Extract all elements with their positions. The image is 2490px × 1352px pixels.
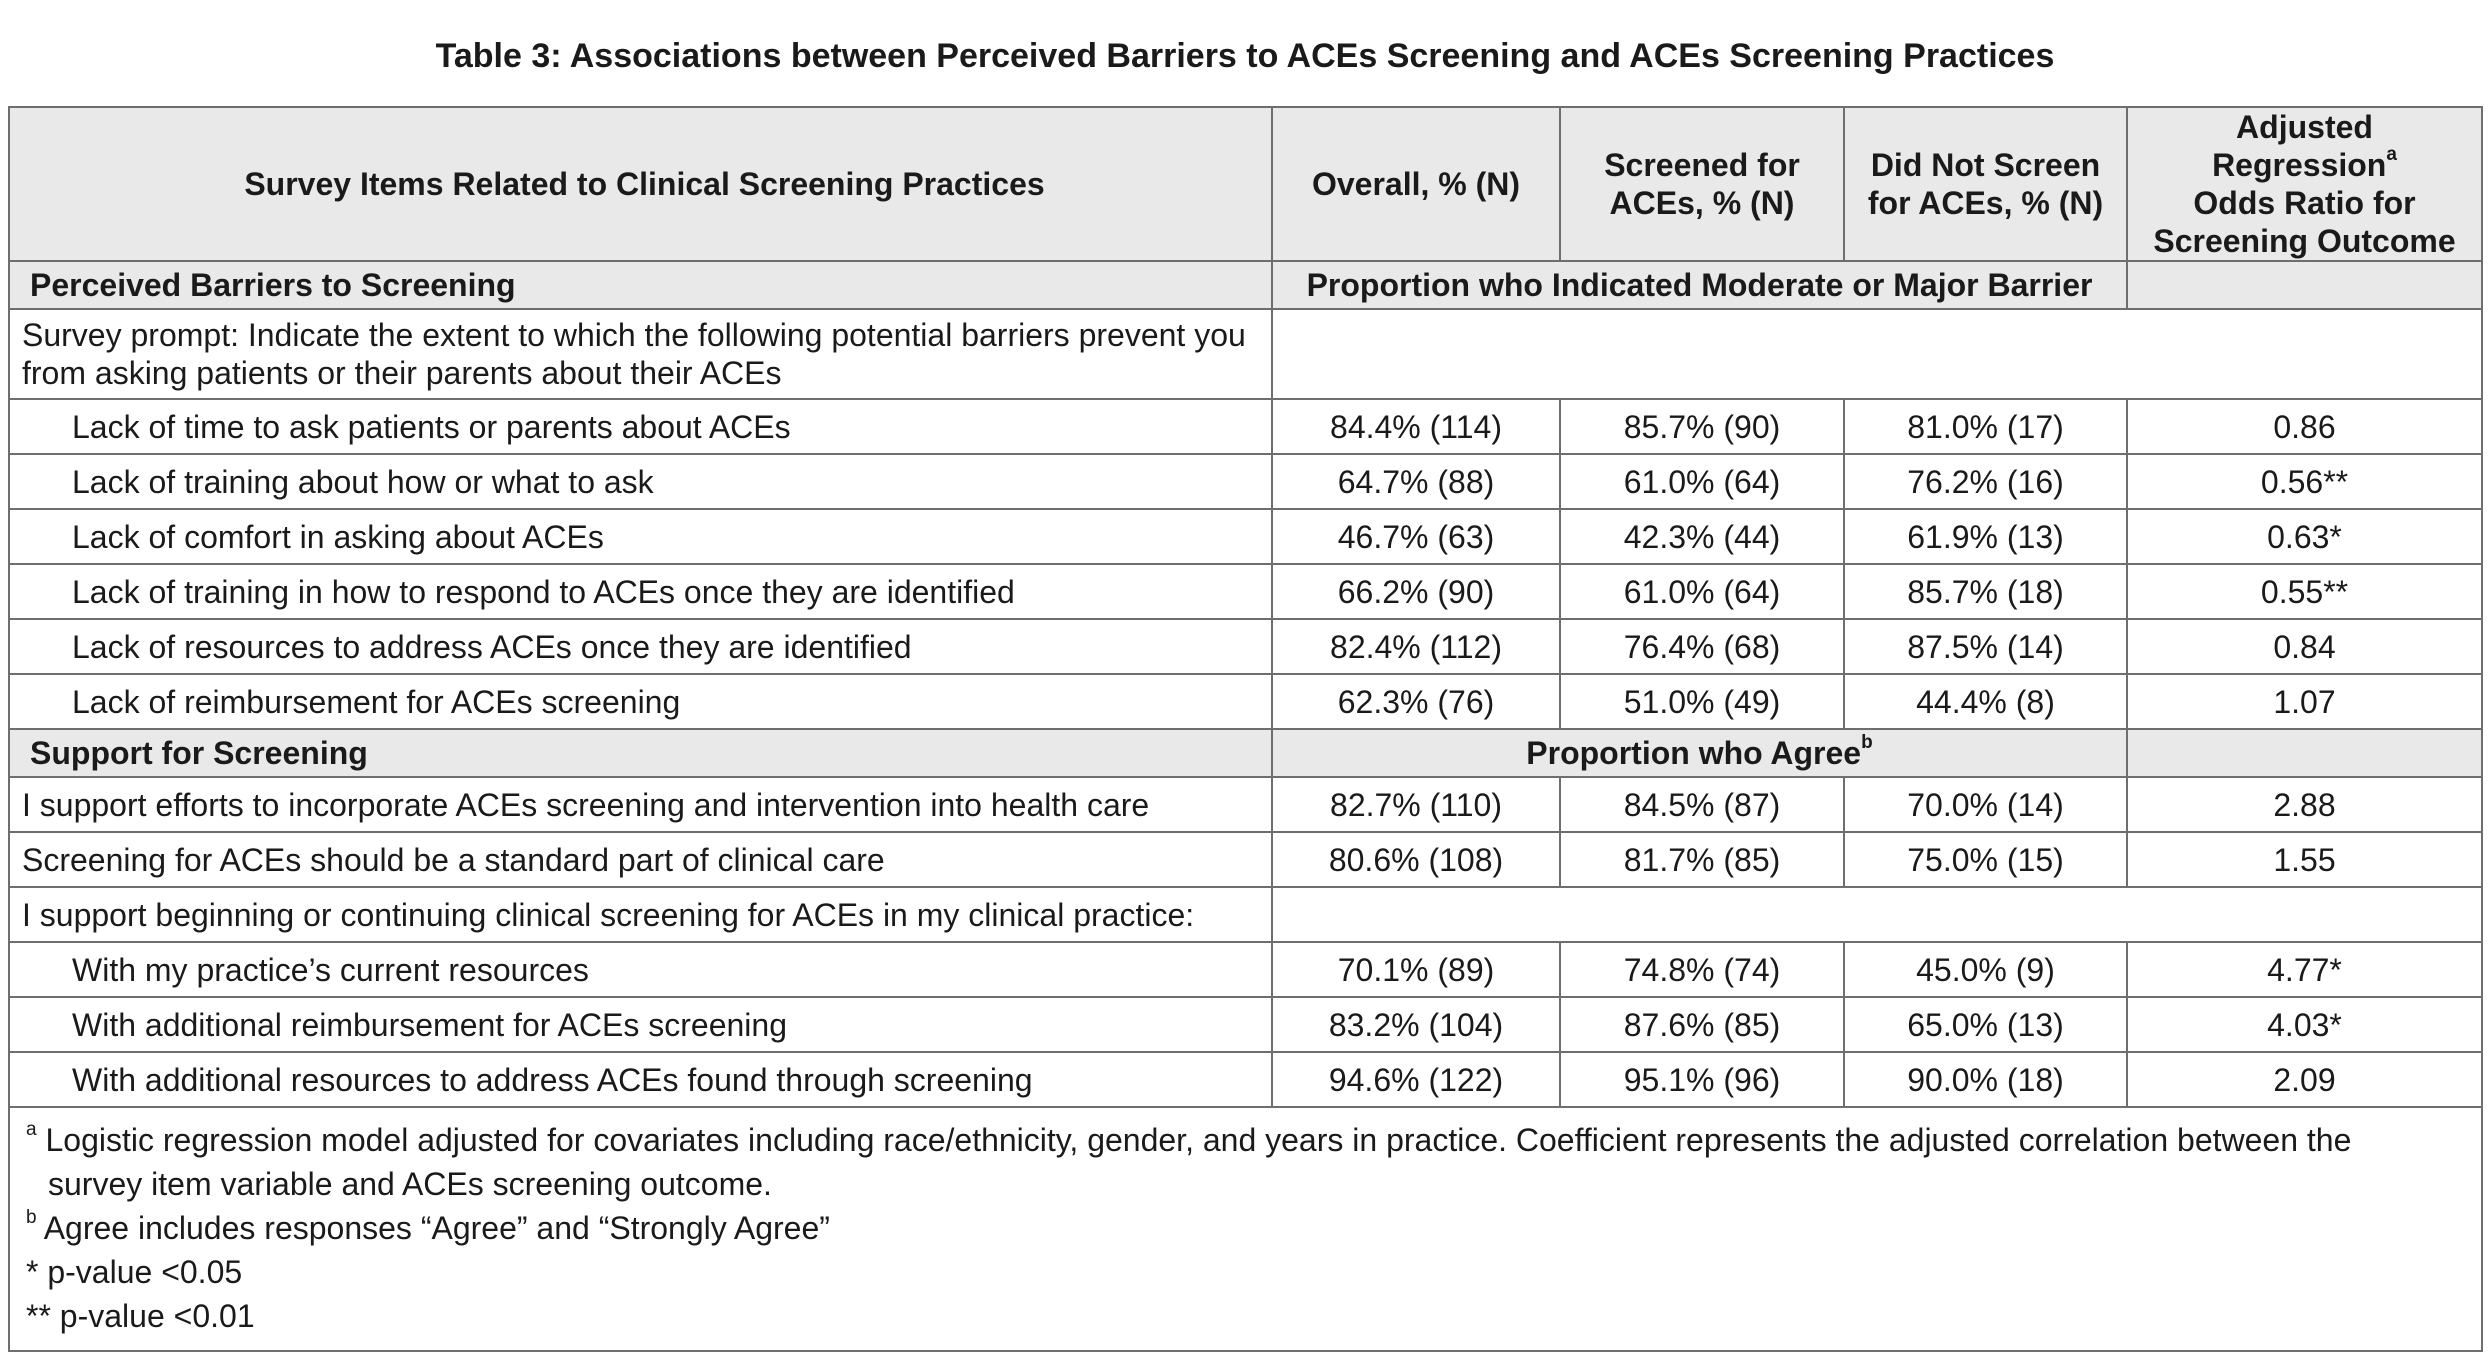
row-overall-value: 84.4% (114) — [1272, 399, 1560, 454]
table-row — [9, 619, 2482, 674]
footnote-a-marker: a — [26, 1119, 37, 1141]
section-description: Proportion who Indicated Moderate or Major Barrier — [1272, 261, 2127, 309]
header-row — [9, 107, 2482, 261]
row-odds-ratio-value: 0.86 — [2127, 399, 2482, 454]
empty-cell — [1272, 887, 2482, 942]
row-overall-value: 62.3% (76) — [1272, 674, 1560, 729]
row-odds-ratio-value: 0.55** — [2127, 564, 2482, 619]
row-screened-value: 61.0% (64) — [1560, 564, 1844, 619]
section-description-text: Proportion who Agree — [1526, 735, 1862, 771]
row-screened-value: 85.7% (90) — [1560, 399, 1844, 454]
row-overall-value: 82.7% (110) — [1272, 777, 1560, 832]
row-screened-value: 84.5% (87) — [1560, 777, 1844, 832]
footnote-b — [26, 1206, 2469, 1250]
table-row — [9, 1052, 2482, 1107]
section-row-support — [9, 729, 2482, 777]
row-screened-value: 95.1% (96) — [1560, 1052, 1844, 1107]
section-row-barriers — [9, 261, 2482, 309]
header-not-screened: Did Not Screen for ACEs, % (N) — [1844, 107, 2127, 261]
table-row — [9, 997, 2482, 1052]
row-not-screened-value: 44.4% (8) — [1844, 674, 2127, 729]
row-screened-value: 76.4% (68) — [1560, 619, 1844, 674]
row-odds-ratio-value: 2.88 — [2127, 777, 2482, 832]
row-not-screened-value: 75.0% (15) — [1844, 832, 2127, 887]
row-item-label: With additional resources to address ACEs found through screening — [9, 1052, 1272, 1107]
row-item-label: With additional reimbursement for ACEs screening — [9, 997, 1272, 1052]
footnote-a-text-line2: survey item variable and ACEs screening outcome. — [48, 1166, 772, 1202]
row-item-label: Lack of time to ask patients or parents about ACEs — [9, 399, 1272, 454]
row-overall-value: 66.2% (90) — [1272, 564, 1560, 619]
footnote-b-marker: b — [26, 1207, 37, 1229]
footnotes — [9, 1107, 2482, 1351]
row-not-screened-value: 90.0% (18) — [1844, 1052, 2127, 1107]
header-odds-ratio-label-part1: Adjusted Regression — [2212, 109, 2387, 183]
footnote-marker-b: b — [1861, 732, 1873, 754]
header-survey-items: Survey Items Related to Clinical Screening Practices — [9, 107, 1272, 261]
row-odds-ratio-value: 0.56** — [2127, 454, 2482, 509]
table-row — [9, 777, 2482, 832]
row-not-screened-value: 61.9% (13) — [1844, 509, 2127, 564]
header-overall: Overall, % (N) — [1272, 107, 1560, 261]
row-odds-ratio-value: 2.09 — [2127, 1052, 2482, 1107]
header-screened: Screened for ACEs, % (N) — [1560, 107, 1844, 261]
table-row — [9, 564, 2482, 619]
row-screened-value: 61.0% (64) — [1560, 454, 1844, 509]
row-screened-value: 74.8% (74) — [1560, 942, 1844, 997]
row-overall-value: 83.2% (104) — [1272, 997, 1560, 1052]
row-item-label: Lack of resources to address ACEs once they are identified — [9, 619, 1272, 674]
row-odds-ratio-value: 1.55 — [2127, 832, 2482, 887]
header-odds-ratio — [2127, 107, 2482, 261]
footnote-marker-a: a — [2386, 144, 2397, 166]
row-screened-value: 81.7% (85) — [1560, 832, 1844, 887]
row-not-screened-value: 70.0% (14) — [1844, 777, 2127, 832]
empty-cell — [1272, 309, 2482, 399]
section-description — [1272, 729, 2127, 777]
table-row — [9, 399, 2482, 454]
row-item-label: With my practice’s current resources — [9, 942, 1272, 997]
footnote-a — [26, 1118, 2469, 1162]
table-row — [9, 454, 2482, 509]
table-title: Table 3: Associations between Perceived Barriers to ACEs Screening and ACEs Screening Practices — [435, 37, 2055, 75]
results-table — [8, 106, 2483, 1352]
row-not-screened-value: 87.5% (14) — [1844, 619, 2127, 674]
row-not-screened-value: 65.0% (13) — [1844, 997, 2127, 1052]
empty-cell — [2127, 729, 2482, 777]
row-not-screened-value: 45.0% (9) — [1844, 942, 2127, 997]
footnotes-row — [9, 1107, 2482, 1351]
row-not-screened-value: 85.7% (18) — [1844, 564, 2127, 619]
row-overall-value: 82.4% (112) — [1272, 619, 1560, 674]
survey-subprompt: I support beginning or continuing clinical screening for ACEs in my clinical practice: — [9, 887, 1272, 942]
row-overall-value: 64.7% (88) — [1272, 454, 1560, 509]
row-overall-value: 94.6% (122) — [1272, 1052, 1560, 1107]
survey-prompt: Survey prompt: Indicate the extent to which the following potential barriers prevent you from asking patients or their parents about their ACEs — [9, 309, 1272, 399]
row-item-label: Lack of training in how to respond to ACEs once they are identified — [9, 564, 1272, 619]
table-row — [9, 674, 2482, 729]
row-item-label: I support efforts to incorporate ACEs screening and intervention into health care — [9, 777, 1272, 832]
row-odds-ratio-value: 0.84 — [2127, 619, 2482, 674]
table-row — [9, 942, 2482, 997]
row-screened-value: 51.0% (49) — [1560, 674, 1844, 729]
row-odds-ratio-value: 0.63* — [2127, 509, 2482, 564]
row-overall-value: 70.1% (89) — [1272, 942, 1560, 997]
footnote-b-text: Agree includes responses “Agree” and “Strongly Agree” — [43, 1210, 830, 1246]
section-label: Support for Screening — [9, 729, 1272, 777]
footnote-p01: ** p-value <0.01 — [26, 1298, 255, 1334]
table-row — [9, 509, 2482, 564]
row-not-screened-value: 81.0% (17) — [1844, 399, 2127, 454]
row-odds-ratio-value: 4.77* — [2127, 942, 2482, 997]
row-item-label: Lack of comfort in asking about ACEs — [9, 509, 1272, 564]
footnote-p05: * p-value <0.05 — [26, 1254, 243, 1290]
empty-cell — [2127, 261, 2482, 309]
row-not-screened-value: 76.2% (16) — [1844, 454, 2127, 509]
row-odds-ratio-value: 4.03* — [2127, 997, 2482, 1052]
row-item-label: Screening for ACEs should be a standard part of clinical care — [9, 832, 1272, 887]
row-item-label: Lack of reimbursement for ACEs screening — [9, 674, 1272, 729]
row-item-label: Lack of training about how or what to ask — [9, 454, 1272, 509]
header-odds-ratio-label-part2: Odds Ratio for Screening Outcome — [2153, 185, 2456, 259]
subprompt-row — [9, 887, 2482, 942]
prompt-row — [9, 309, 2482, 399]
row-overall-value: 46.7% (63) — [1272, 509, 1560, 564]
row-screened-value: 87.6% (85) — [1560, 997, 1844, 1052]
footnote-a-text-line1: Logistic regression model adjusted for covariates including race/ethnicity, gender, and years in practice. Coefficient represents the adjusted correlation between the — [45, 1122, 2352, 1158]
section-label: Perceived Barriers to Screening — [9, 261, 1272, 309]
table-row — [9, 832, 2482, 887]
row-odds-ratio-value: 1.07 — [2127, 674, 2482, 729]
row-screened-value: 42.3% (44) — [1560, 509, 1844, 564]
row-overall-value: 80.6% (108) — [1272, 832, 1560, 887]
